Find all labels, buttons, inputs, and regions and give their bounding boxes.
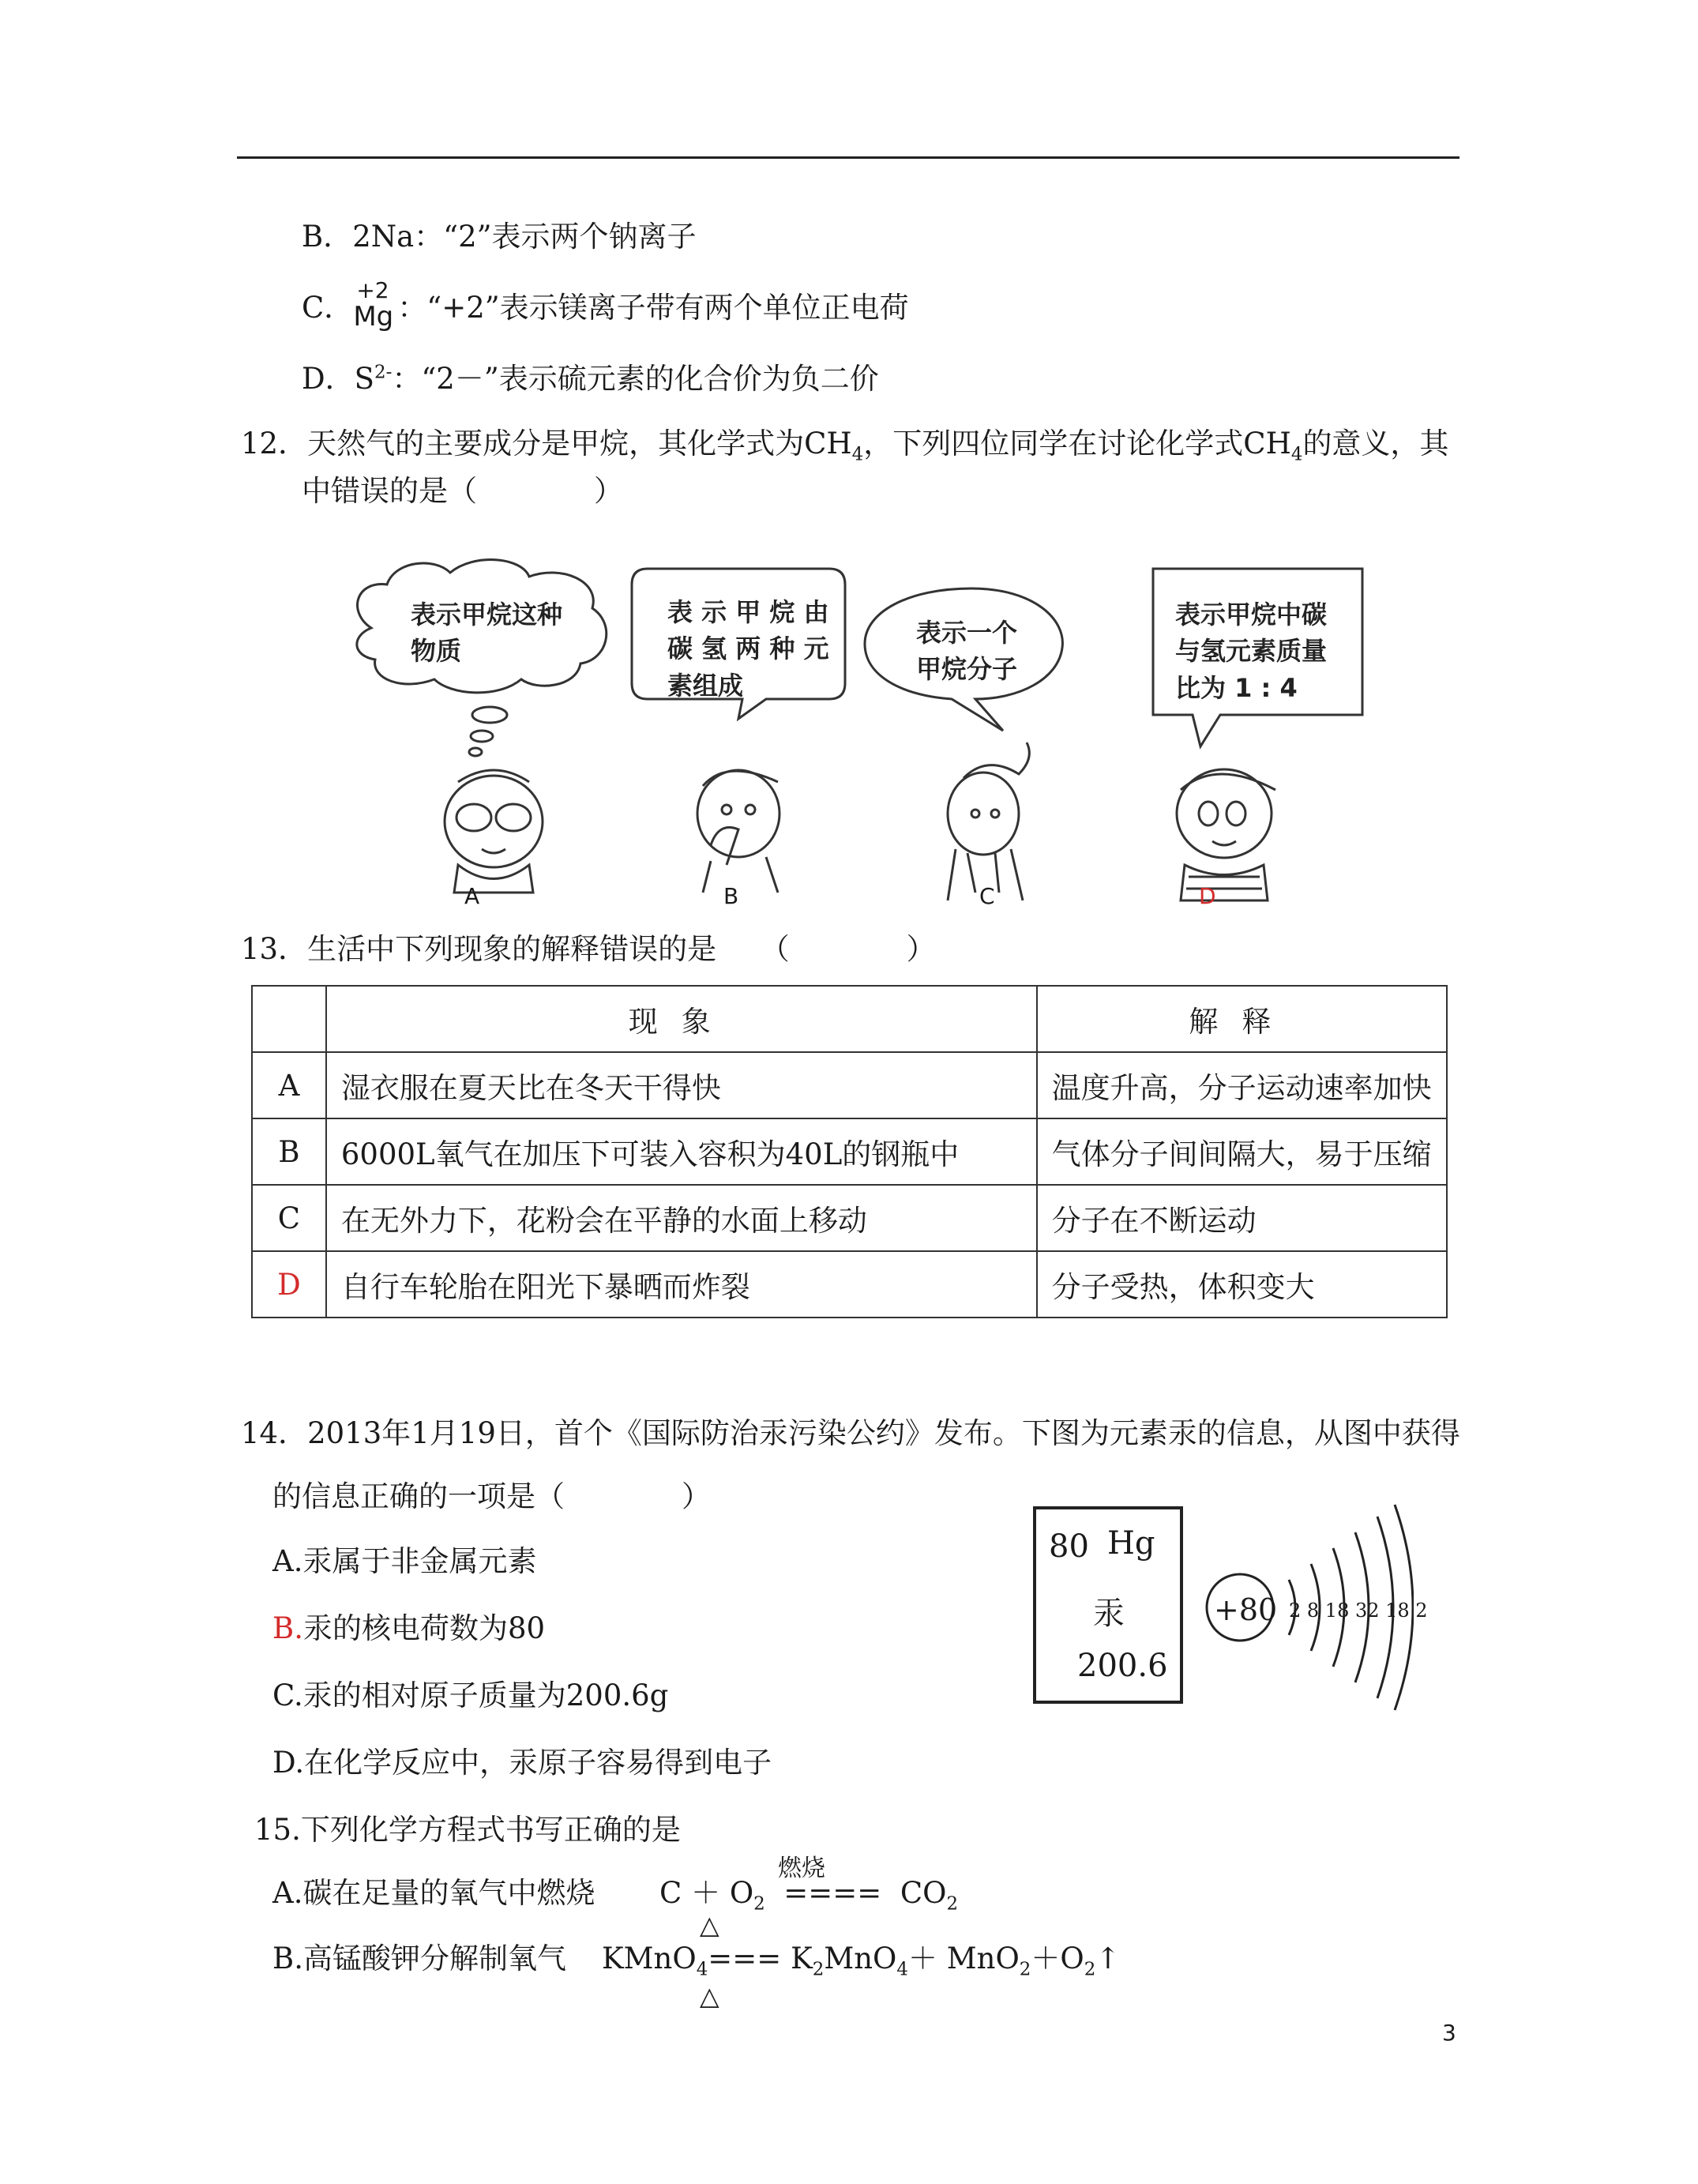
nucleus-charge: +80 — [1214, 1592, 1278, 1627]
q14-stem-line1: 14．2013年1月19日，首个《国际防治汞污染公约》发布。下图为元素汞的信息，从图中获得 — [241, 1416, 1460, 1450]
q14-option-c: C.汞的相对原子质量为200.6g — [272, 1678, 669, 1712]
q15-option-b-text: B.高锰酸钾分解制氧气 — [272, 1942, 566, 1975]
student-letter-c: C — [979, 883, 995, 909]
student-letter-a: A — [464, 883, 480, 909]
q14-option-a: A.汞属于非金属元素 — [272, 1544, 537, 1578]
q15-b-heat-top: △ — [700, 1910, 719, 1940]
q15-b-heat-bottom: △ — [700, 1981, 719, 2011]
q15-stem: 15.下列化学方程式书写正确的是 — [254, 1813, 681, 1847]
q12-stem-line2: 中错误的是（ ） — [302, 474, 623, 508]
q14-option-b: B.汞的核电荷数为80 — [272, 1611, 546, 1645]
q14-option-d: D.在化学反应中，汞原子容易得到电子 — [272, 1746, 772, 1780]
table-row — [252, 1052, 1447, 1118]
q14-stem-line2: 的信息正确的一项是（ ） — [272, 1479, 711, 1513]
student-letter-b: B — [723, 883, 739, 909]
q11-option-c: C． +2 Mg ：“+2”表示镁离子带有两个单位正电荷 — [302, 276, 909, 333]
bubble-d-text: 表示甲烷中碳 与氢元素质量 比为 1 : 4 — [1175, 600, 1328, 703]
shell-electron-counts: 2 8 18 32 18 2 — [1289, 1599, 1428, 1622]
mg-symbol: Mg — [353, 300, 394, 333]
atomic-mass: 200.6 — [1077, 1648, 1168, 1684]
table-row — [252, 1118, 1447, 1185]
q11-option-d: D．$S^{2-}$：“2－”表示硫元素的化合价为负二价 — [302, 362, 879, 396]
q15-a-equation: $C + O_2$ ==== $CO_2$ — [659, 1876, 959, 1915]
element-symbol: Hg — [1107, 1525, 1155, 1562]
header-rule — [237, 156, 1459, 159]
q15-b-equation: KMnO$_4$=== $K_2MnO_4+$ $MnO_2+O_2↑$ — [602, 1942, 1121, 1980]
student-a-figure — [445, 770, 543, 893]
row-option: D — [252, 1251, 326, 1318]
header-phenomenon: 现象 — [326, 986, 1037, 1052]
table-row — [252, 1251, 1447, 1318]
bubble-b-text: 表 示 甲 烷 由 碳 氢 两 种 元 素组成 — [667, 597, 829, 701]
student-b-figure — [697, 770, 780, 893]
atomic-number: 80 — [1049, 1528, 1089, 1565]
student-c-figure — [948, 742, 1029, 900]
header-explanation: 解释 — [1037, 986, 1447, 1052]
row-explanation: 温度升高，分子运动速率加快 — [1037, 1052, 1447, 1118]
element-card-hg — [1033, 1506, 1183, 1704]
q11-option-b: B．2Na：“2”表示两个钠离子 — [302, 220, 697, 254]
student-d-figure — [1177, 769, 1275, 900]
student-letter-d: D — [1199, 883, 1216, 909]
row-phenomenon: 6000L氧气在加压下可装入容积为40L的钢瓶中 — [326, 1118, 1037, 1185]
element-name: 汞 — [1093, 1596, 1125, 1632]
row-explanation: 分子受热，体积变大 — [1037, 1251, 1447, 1318]
row-option: B — [252, 1118, 326, 1185]
row-phenomenon: 在无外力下，花粉会在平静的水面上移动 — [326, 1185, 1037, 1251]
q15-option-a-text: A.碳在足量的氧气中燃烧 — [272, 1876, 595, 1910]
page-number: 3 — [1442, 2020, 1456, 2046]
mg-charge: +2 — [356, 276, 389, 303]
row-phenomenon: 自行车轮胎在阳光下暴晒而炸裂 — [326, 1251, 1037, 1318]
q13-stem: 13．生活中下列现象的解释错误的是 （ ） — [241, 932, 936, 966]
bubble-a-text: 表示甲烷这种 物质 — [411, 600, 563, 667]
table-header-row — [252, 986, 1447, 1052]
row-explanation: 分子在不断运动 — [1037, 1185, 1447, 1251]
q12-stem-line1: 12．天然气的主要成分是甲烷，其化学式为$CH_4$，下列四位同学在讨论化学式$CH_4$的意义，其 — [241, 427, 1449, 465]
row-phenomenon: 湿衣服在夏天比在冬天干得快 — [326, 1052, 1037, 1118]
row-option: C — [252, 1185, 326, 1251]
row-explanation: 气体分子间间隔大，易于压缩 — [1037, 1118, 1447, 1185]
row-option: A — [252, 1052, 326, 1118]
q13-table — [251, 985, 1448, 1318]
bubble-c-text: 表示一个 甲烷分子 — [916, 618, 1018, 685]
q15-a-condition: 燃烧 — [778, 1855, 825, 1882]
table-row — [252, 1185, 1447, 1251]
